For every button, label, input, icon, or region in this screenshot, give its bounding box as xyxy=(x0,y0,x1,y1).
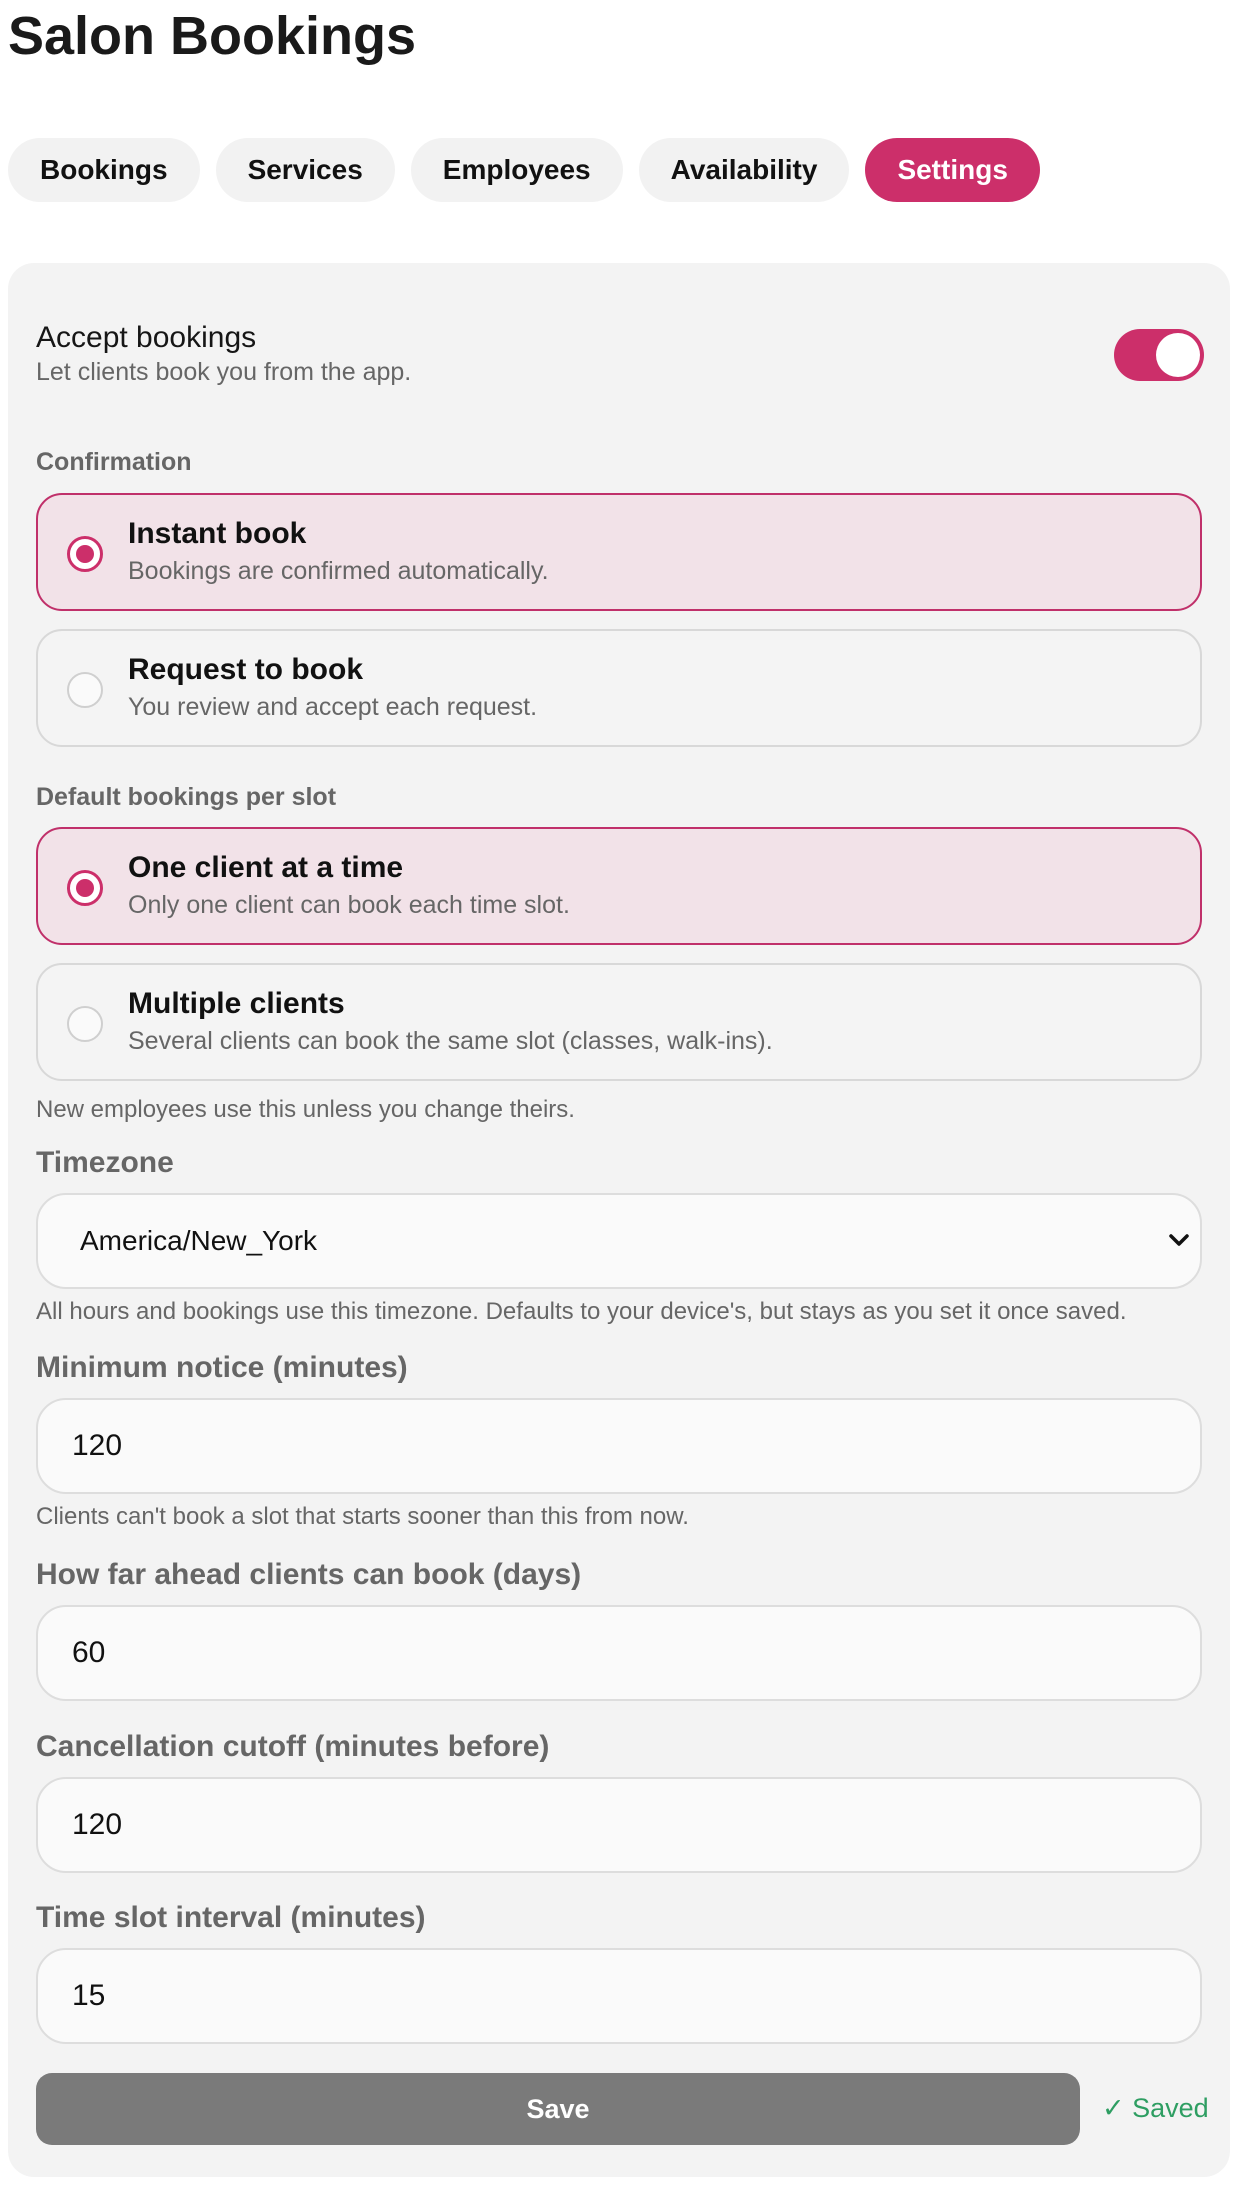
confirmation-label: Confirmation xyxy=(36,448,192,476)
option-request-to-book[interactable] xyxy=(36,629,1202,747)
booking-window-input[interactable] xyxy=(38,1607,1200,1699)
bookings-per-slot-help: New employees use this unless you change theirs. xyxy=(36,1096,575,1123)
timezone-value: America/New_York xyxy=(80,1225,318,1256)
tab-settings[interactable]: Settings xyxy=(865,138,1039,202)
radio-button-checked[interactable] xyxy=(67,870,103,906)
radio-button[interactable] xyxy=(67,1006,103,1042)
option-description: You review and accept each request. xyxy=(128,693,538,721)
option-one-client[interactable] xyxy=(36,827,1202,945)
accept-bookings-toggle[interactable] xyxy=(1114,329,1204,381)
option-title: Instant book xyxy=(128,517,307,550)
bookings-per-slot-label: Default bookings per slot xyxy=(36,783,337,811)
radio-button[interactable] xyxy=(67,672,103,708)
radio-dot xyxy=(76,545,94,563)
minimum-notice-field[interactable] xyxy=(36,1398,1202,1494)
settings-card xyxy=(8,263,1230,2177)
minimum-notice-help: Clients can't book a slot that starts sooner than this from now. xyxy=(36,1503,689,1530)
slot-interval-label: Time slot interval (minutes) xyxy=(36,1901,426,1934)
accept-bookings-title: Accept bookings xyxy=(36,321,257,354)
slot-interval-field[interactable] xyxy=(36,1948,1202,2044)
saved-status: ✓ Saved xyxy=(1102,2093,1209,2123)
option-description: Bookings are confirmed automatically. xyxy=(128,557,549,585)
tab-bar xyxy=(8,138,1040,202)
option-multiple-clients[interactable] xyxy=(36,963,1202,1081)
radio-button-checked[interactable] xyxy=(67,536,103,572)
toggle-knob xyxy=(1156,333,1200,377)
slot-interval-input[interactable] xyxy=(38,1950,1200,2042)
minimum-notice-input[interactable] xyxy=(38,1400,1200,1492)
tab-availability[interactable]: Availability xyxy=(639,138,850,202)
cancellation-cutoff-field[interactable] xyxy=(36,1777,1202,1873)
tab-bookings[interactable]: Bookings xyxy=(8,138,200,202)
booking-window-label: How far ahead clients can book (days) xyxy=(36,1558,582,1591)
accept-bookings-description: Let clients book you from the app. xyxy=(36,358,412,386)
radio-dot xyxy=(76,879,94,897)
minimum-notice-label: Minimum notice (minutes) xyxy=(36,1351,408,1384)
booking-window-field[interactable] xyxy=(36,1605,1202,1701)
page-title: Salon Bookings xyxy=(8,6,417,66)
timezone-help: All hours and bookings use this timezone. Defaults to your device's, but stays as you set it once saved. xyxy=(36,1298,1127,1325)
timezone-label: Timezone xyxy=(36,1146,174,1179)
option-instant-book[interactable] xyxy=(36,493,1202,611)
cancellation-cutoff-input[interactable] xyxy=(38,1779,1200,1871)
option-title: Multiple clients xyxy=(128,987,345,1020)
cancellation-cutoff-label: Cancellation cutoff (minutes before) xyxy=(36,1730,550,1763)
chevron-down-icon xyxy=(1164,1225,1194,1255)
tab-services[interactable]: Services xyxy=(216,138,395,202)
option-description: Several clients can book the same slot (classes, walk-ins). xyxy=(128,1027,773,1055)
option-description: Only one client can book each time slot. xyxy=(128,891,570,919)
option-title: Request to book xyxy=(128,653,364,686)
save-button[interactable]: Save xyxy=(36,2073,1080,2145)
timezone-select[interactable] xyxy=(36,1193,1202,1289)
tab-employees[interactable]: Employees xyxy=(411,138,623,202)
option-title: One client at a time xyxy=(128,851,404,884)
